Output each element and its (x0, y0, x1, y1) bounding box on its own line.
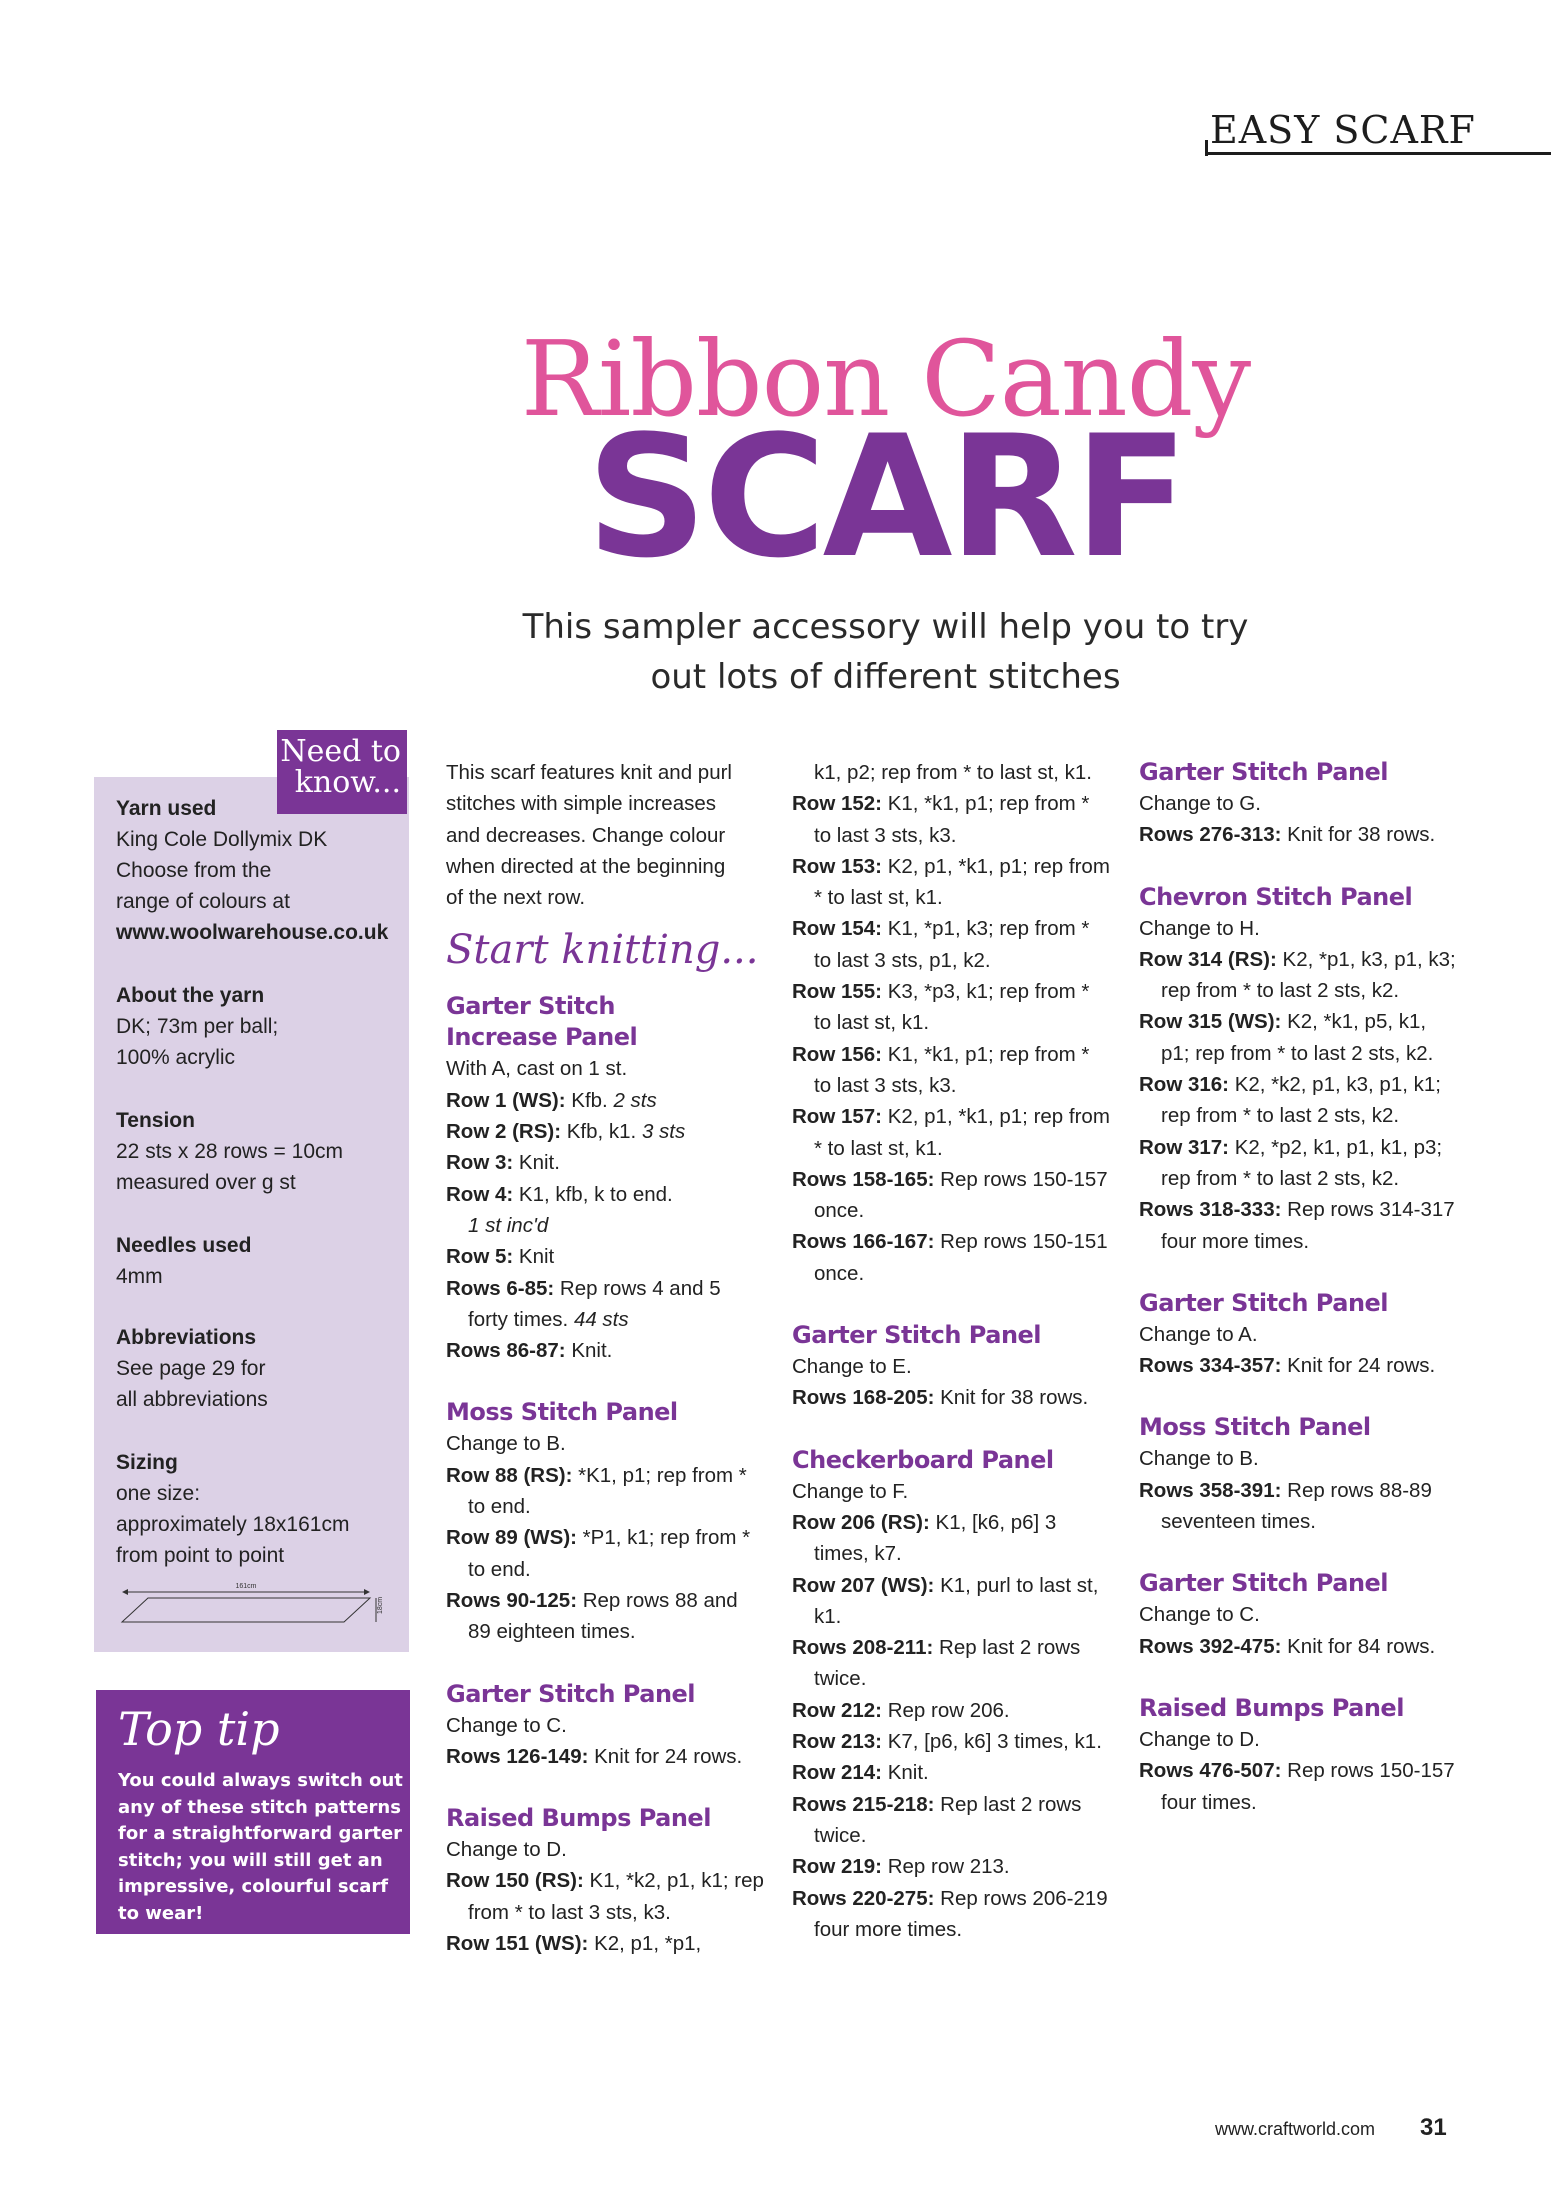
about-yarn-block (116, 980, 396, 1073)
row-instruction: Row 153: K2, p1, *k1, p1; rep from * to last st, k1. (792, 854, 1110, 910)
row-instruction: Rows 86-87: Knit. (446, 1339, 613, 1363)
row-instruction: Rows 220-275: Rep rows 206-219 four more times. (792, 1886, 1108, 1941)
yarn-used-heading: Yarn used (116, 797, 217, 820)
instruction: Change to H. (1139, 916, 1260, 940)
sizing-heading: Sizing (116, 1451, 178, 1474)
instruction: Change to E. (792, 1355, 912, 1379)
pattern-column-3 (1139, 757, 1459, 1818)
panel-heading: Raised Bumps Panel (446, 1804, 711, 1833)
row-instruction: Rows 166-167: Rep rows 150-151 once. (792, 1230, 1108, 1285)
row-instruction: Row 314 (RS): K2, *p1, k3, p1, k3; rep from * to last 2 sts, k2. (1139, 947, 1456, 1003)
instruction: Change to G. (1139, 792, 1261, 815)
needles-line: 4mm (116, 1265, 163, 1288)
section-tag-tick (1205, 140, 1208, 156)
panel-heading: Garter Stitch Panel (1139, 758, 1389, 786)
tension-block (116, 1105, 396, 1198)
row-instruction: Rows 318-333: Rep rows 314-317 four more times. (1139, 1198, 1455, 1253)
row-continued: k1, p2; rep from * to last st, k1. (814, 761, 1093, 784)
about-yarn-heading: About the yarn (116, 984, 265, 1007)
about-yarn-line: 100% acrylic (116, 1046, 236, 1069)
tension-line: 22 sts x 28 rows = 10cm (116, 1140, 344, 1163)
instruction: Change to B. (1139, 1447, 1259, 1471)
row-instruction: Rows 158-165: Rep rows 150-157 once. (792, 1167, 1108, 1223)
pattern-column-2 (792, 757, 1112, 1945)
row-instruction: Row 88 (RS): *K1, p1; rep from * to end. (446, 1463, 747, 1519)
row-instruction: Row 154: K1, *p1, k3; rep from * to last 3 sts, p1, k2. (792, 917, 1090, 972)
standfirst (0, 602, 1551, 702)
tension-heading: Tension (116, 1109, 195, 1132)
yarn-used-line: range of colours at (116, 890, 290, 913)
abbreviations-block (116, 1322, 396, 1415)
row-instruction: Row 157: K2, p1, *k1, p1; rep from * to last st, k1. (792, 1105, 1110, 1160)
instruction: Change to D. (1139, 1727, 1260, 1751)
row-instruction: Row 156: K1, *k1, p1; rep from * to last 3 sts, k3. (792, 1042, 1090, 1097)
yarn-used-line: King Cole Dollymix DK (116, 828, 328, 851)
yarn-url: www.woolwarehouse.co.uk (116, 921, 389, 944)
scarf-size-diagram (118, 1580, 386, 1630)
instruction: Change to A. (1139, 1322, 1258, 1346)
footer-url: www.craftworld.com (1215, 2119, 1376, 2139)
row-instruction: Row 150 (RS): K1, *k2, p1, k1; rep from * to last 3 sts, k3. (446, 1869, 764, 1924)
yarn-used-block (116, 793, 396, 948)
title-main: SCARF (586, 399, 1185, 595)
standfirst-line2: out lots of different stitches (650, 657, 1121, 697)
row-instruction: Row 207 (WS): K1, purl to last st, k1. (792, 1573, 1099, 1628)
yarn-used-line: Choose from the (116, 859, 272, 882)
row-instruction: Row 3: Knit. (446, 1151, 560, 1175)
row-instruction: Row 317: K2, *p2, k1, p1, k1, p3; rep from * to last 2 sts, k2. (1139, 1135, 1443, 1190)
instruction: Change to C. (446, 1713, 567, 1737)
row-note: 1 st inc'd (468, 1213, 549, 1237)
section-tag: EASY SCARF (1210, 108, 1476, 152)
row-instruction: Rows 126-149: Knit for 24 rows. (446, 1744, 743, 1768)
row-instruction: Row 89 (WS): *P1, k1; rep from * to end. (446, 1526, 751, 1581)
row-instruction: Row 151 (WS): K2, p1, *p1, (446, 1932, 702, 1956)
row-instruction: Row 2 (RS): Kfb, k1. 3 sts (446, 1120, 686, 1144)
needles-block (116, 1230, 396, 1292)
row-instruction: Row 316: K2, *k2, p1, k3, p1, k1; rep from * to last 2 sts, k2. (1139, 1073, 1441, 1128)
row-instruction: Rows 276-313: Knit for 38 rows. (1139, 823, 1436, 847)
row-instruction: Rows 215-218: Rep last 2 rows twice. (792, 1792, 1082, 1847)
row-instruction: Row 152: K1, *k1, p1; rep from * to last 3 sts, k3. (792, 792, 1090, 847)
row-instruction: Rows 208-211: Rep last 2 rows twice. (792, 1636, 1081, 1691)
panel-heading: Increase Panel (446, 1023, 638, 1052)
panel-heading: Moss Stitch Panel (1139, 1413, 1371, 1442)
page-number: 31 (1420, 2114, 1447, 2141)
row-instruction: Row 4: K1, kfb, k to end. (446, 1182, 673, 1206)
row-instruction: Row 212: Rep row 206. (792, 1698, 1010, 1722)
start-knitting-heading: Start knitting... (446, 927, 759, 974)
row-instruction: Row 155: K3, *p3, k1; rep from * to last st, k1. (792, 980, 1090, 1035)
panel-heading: Garter Stitch Panel (446, 1679, 696, 1708)
title-script: Ribbon Candy (520, 318, 1251, 440)
top-tip-body: You could always switch out any of these stitch patterns for a straightforward garter stitch; you will still get an impressive, colourful scarf to wear! (118, 1770, 403, 1924)
row-instruction: Row 5: Knit (446, 1245, 555, 1269)
row-instruction: Rows 168-205: Knit for 38 rows. (792, 1386, 1089, 1410)
section-tag-rule (1205, 152, 1551, 155)
row-instruction: Row 213: K7, [p6, k6] 3 times, k1. (792, 1730, 1102, 1754)
diagram-arrowhead-left (122, 1589, 128, 1595)
diagram-width-label: 18cm (377, 1596, 384, 1614)
panel-heading: Garter Stitch (446, 992, 615, 1021)
row-instruction: Row 206 (RS): K1, [k6, p6] 3 times, k7. (792, 1510, 1057, 1566)
pattern-column-1 (446, 757, 766, 1959)
row-instruction: Row 315 (WS): K2, *k1, p5, k1, p1; rep from * to last 2 sts, k2. (1139, 1010, 1434, 1065)
top-tip-title: Top tip (118, 1702, 280, 1756)
panel-heading: Checkerboard Panel (792, 1445, 1054, 1474)
row-instruction: Rows 392-475: Knit for 84 rows. (1139, 1634, 1436, 1658)
diagram-scarf-shape (122, 1598, 370, 1622)
instruction: Change to C. (1139, 1603, 1260, 1627)
panel-heading: Moss Stitch Panel (446, 1398, 678, 1427)
row-instruction: Rows 334-357: Knit for 24 rows. (1139, 1354, 1436, 1378)
about-yarn-line: DK; 73m per ball; (116, 1015, 279, 1038)
panel-heading: Garter Stitch Panel (1139, 1288, 1389, 1317)
sizing-block (116, 1447, 396, 1571)
row-instruction: Rows 90-125: Rep rows 88 and 89 eighteen times. (446, 1588, 738, 1644)
panel-heading: Raised Bumps Panel (1139, 1693, 1404, 1722)
abbreviations-heading: Abbreviations (116, 1326, 257, 1349)
sizing-line: one size: (116, 1482, 201, 1505)
diagram-arrowhead-right (364, 1589, 370, 1595)
panel-heading: Garter Stitch Panel (792, 1321, 1042, 1350)
instruction: With A, cast on 1 st. (446, 1057, 628, 1081)
abbreviations-line: all abbreviations (116, 1388, 268, 1411)
row-instruction: Rows 476-507: Rep rows 150-157 four times. (1139, 1759, 1455, 1814)
row-instruction: Rows 6-85: Rep rows 4 and 5 forty times. 44 sts (446, 1276, 721, 1331)
instruction: Change to F. (792, 1479, 909, 1503)
standfirst-line1: This sampler accessory will help you to try (522, 607, 1249, 647)
row-instruction: Row 1 (WS): Kfb. 2 sts (446, 1088, 657, 1112)
instruction: Change to B. (446, 1432, 566, 1456)
diagram-length-label: 161cm (235, 1583, 257, 1590)
abbreviations-line: See page 29 for (116, 1357, 266, 1380)
panel-heading: Chevron Stitch Panel (1139, 882, 1413, 911)
sizing-line: from point to point (116, 1544, 285, 1567)
row-instruction: Rows 358-391: Rep rows 88-89 seventeen times. (1139, 1478, 1432, 1534)
row-instruction: Row 219: Rep row 213. (792, 1855, 1010, 1879)
row-instruction: Row 214: Knit. (792, 1761, 929, 1785)
panel-heading: Garter Stitch Panel (1139, 1569, 1389, 1598)
badge-line2: know... (294, 765, 401, 800)
needles-heading: Needles used (116, 1234, 252, 1257)
tension-line: measured over g st (116, 1171, 296, 1194)
intro-paragraph: This scarf features knit and purl stitches with simple increases and decreases. Change colour when directed at the beginning of the next row. (446, 761, 732, 910)
sizing-line: approximately 18x161cm (116, 1513, 350, 1536)
badge-line1: Need to (280, 734, 401, 769)
instruction: Change to D. (446, 1838, 567, 1862)
